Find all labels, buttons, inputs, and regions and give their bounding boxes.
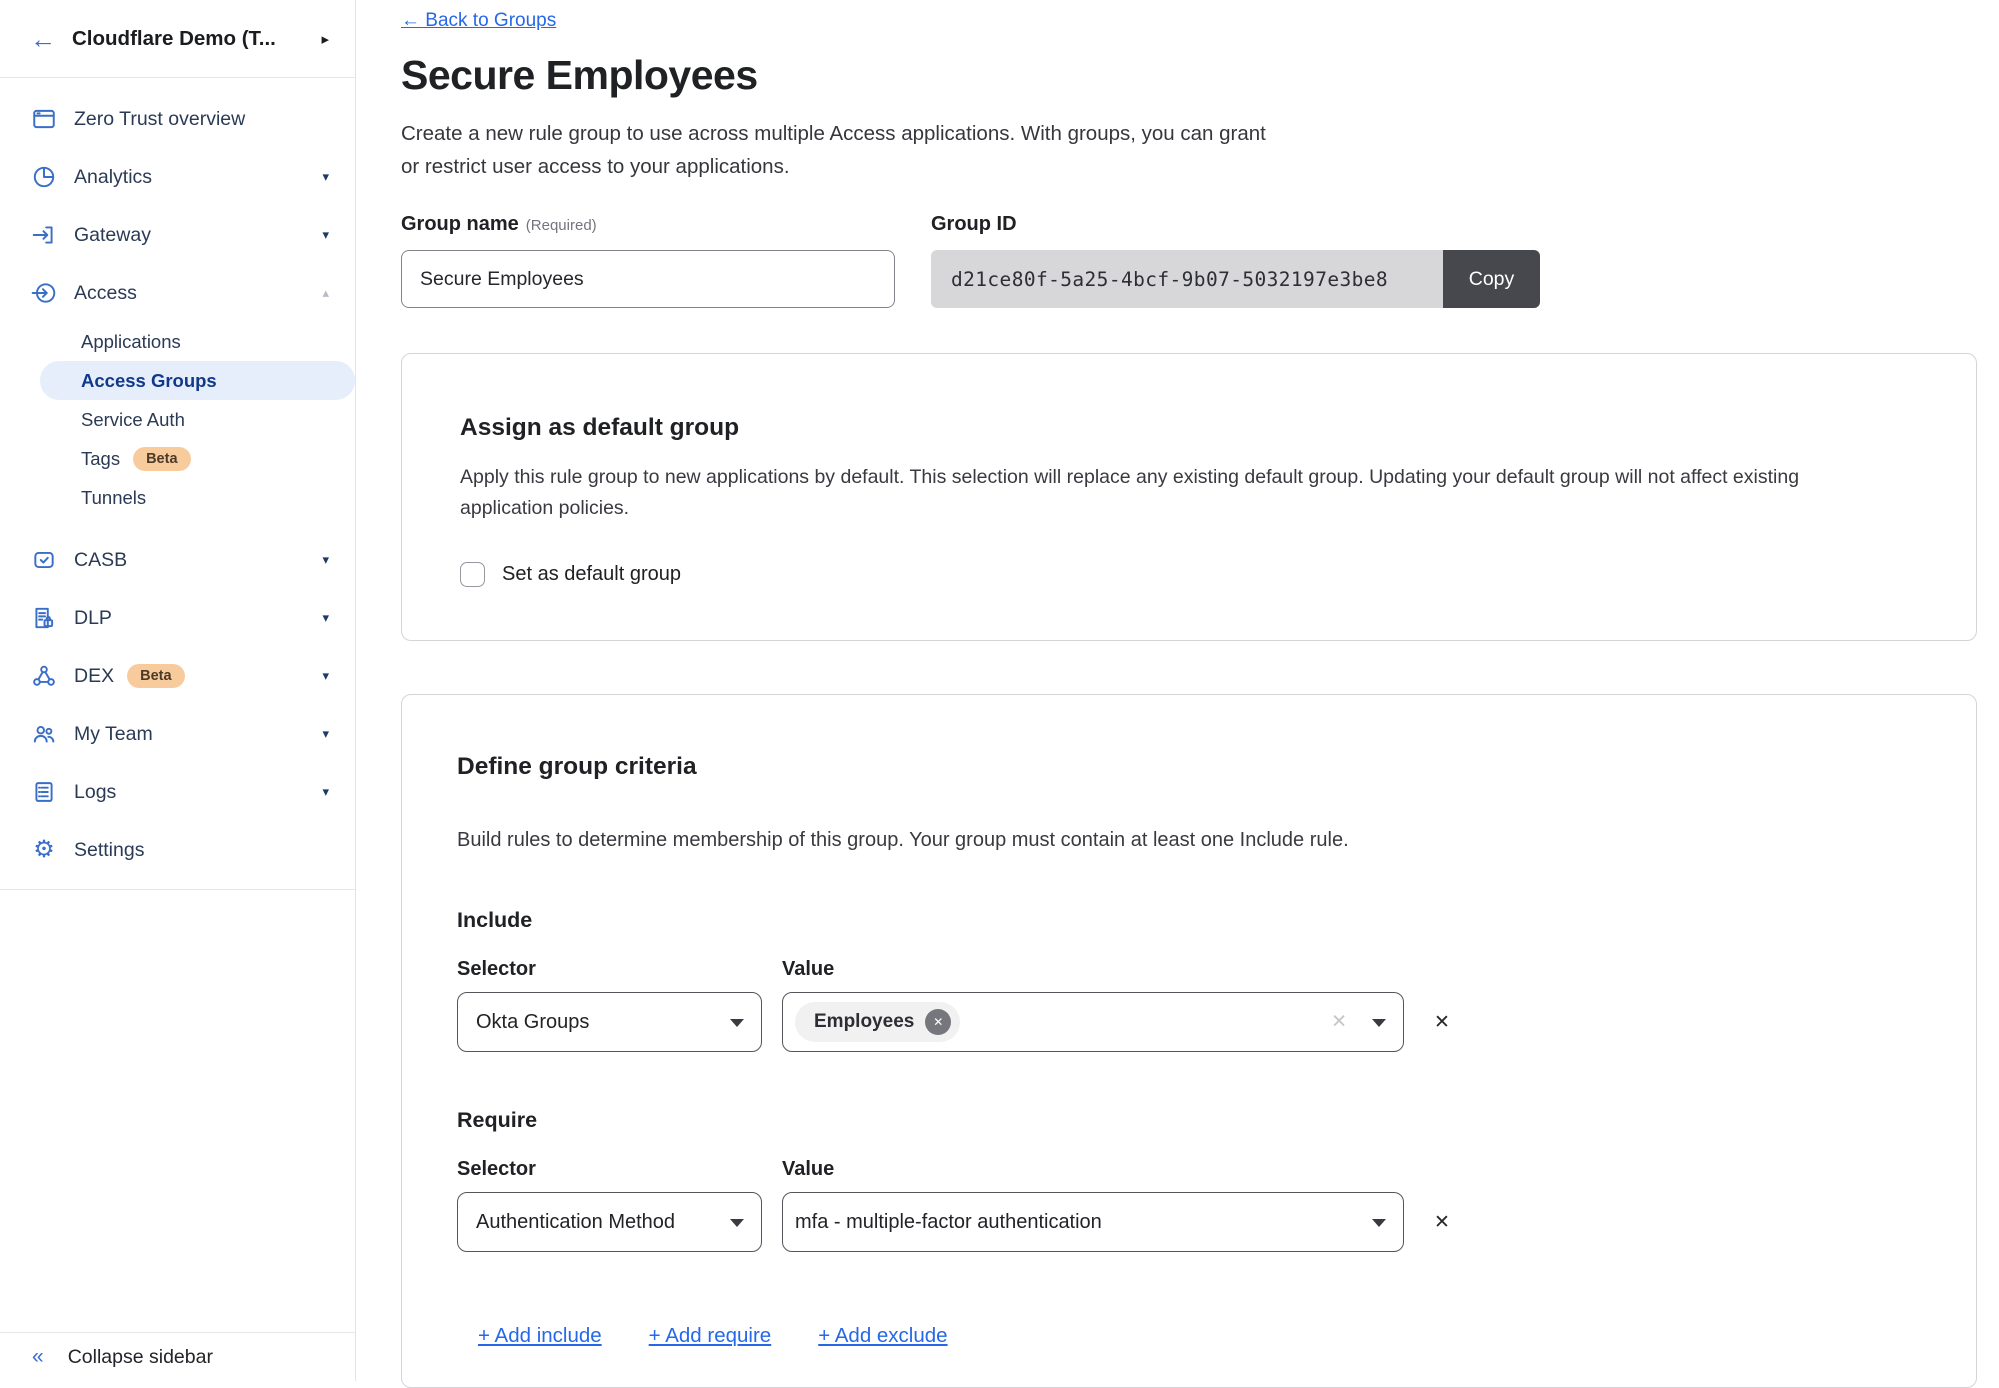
- card-description: Build rules to determine membership of this group. Your group must contain at least one Include rule.: [457, 829, 1349, 852]
- sidebar-item-settings[interactable]: [0, 821, 355, 879]
- chevron-down-icon: ▾: [322, 610, 329, 625]
- account-header: [0, 0, 355, 78]
- casb-icon: [30, 547, 58, 573]
- beta-badge: Beta: [133, 447, 190, 471]
- require-value-dropdown[interactable]: [782, 1192, 1404, 1252]
- network-nodes-icon: [30, 663, 58, 689]
- copy-button[interactable]: Copy: [1443, 250, 1540, 308]
- remove-include-rule-icon[interactable]: ✕: [1434, 1011, 1450, 1033]
- add-rule-links: [457, 1324, 1921, 1348]
- include-rule-row: [457, 992, 1921, 1052]
- require-selector-value: Authentication Method: [476, 1210, 676, 1233]
- chevron-down-icon: [1372, 1219, 1386, 1227]
- define-group-criteria-card: [401, 694, 1977, 1388]
- chevron-down-icon: ▾: [322, 784, 329, 799]
- chevron-down-icon: ▾: [322, 227, 329, 242]
- sidebar-item-tags[interactable]: [0, 439, 355, 478]
- sidebar-item-label: DLP: [74, 606, 112, 629]
- sidebar-nav: [0, 78, 355, 890]
- sidebar-divider: [0, 889, 355, 890]
- list-document-icon: [30, 779, 58, 805]
- back-arrow-icon[interactable]: ←: [30, 23, 56, 54]
- chevron-down-icon: [1372, 1019, 1386, 1027]
- sidebar-item-label: Gateway: [74, 223, 151, 246]
- people-icon: [30, 721, 58, 747]
- value-label: Value: [782, 958, 835, 981]
- access-icon: [30, 280, 58, 306]
- group-name-input[interactable]: [401, 250, 895, 308]
- sidebar-item-access[interactable]: [0, 264, 355, 322]
- group-id-label: Group ID: [931, 213, 1017, 236]
- required-note: (Required): [525, 217, 597, 235]
- chevron-down-icon: ▾: [322, 668, 329, 683]
- sidebar-subitem-label: Tags: [81, 447, 121, 469]
- sidebar-item-label: Logs: [74, 780, 117, 803]
- collapse-label: Collapse sidebar: [67, 1345, 213, 1368]
- sidebar-item-tunnels[interactable]: [0, 478, 355, 517]
- remove-require-rule-icon[interactable]: ✕: [1434, 1211, 1450, 1233]
- collapse-icon: «: [32, 1345, 44, 1368]
- page-description: [401, 117, 1999, 183]
- card-description-line: application policies.: [460, 497, 630, 520]
- value-chip: [795, 1002, 960, 1042]
- card-title: Define group criteria: [457, 753, 697, 781]
- page-description-line: or restrict user access to your applications.: [401, 155, 790, 179]
- group-name-id-row: [401, 213, 1999, 308]
- card-description: [460, 462, 1918, 524]
- group-name-label: Group name (Required): [401, 213, 597, 236]
- require-selector-dropdown[interactable]: [457, 1192, 762, 1252]
- sidebar-item-logs[interactable]: [0, 763, 355, 821]
- sidebar-subitem-label: Tunnels: [81, 486, 147, 508]
- sidebar-item-casb[interactable]: [0, 531, 355, 589]
- add-require-link[interactable]: + Add require: [648, 1324, 772, 1348]
- require-value: mfa - multiple-factor authentication: [795, 1210, 1102, 1233]
- sidebar-item-label: My Team: [74, 722, 153, 745]
- chevron-down-icon: ▾: [322, 169, 329, 184]
- document-lock-icon: [30, 605, 58, 631]
- sidebar-item-label: Access: [74, 281, 137, 304]
- sidebar-subitem-label: Service Auth: [81, 408, 185, 430]
- gear-icon: ⚙: [33, 836, 55, 863]
- add-exclude-link[interactable]: + Add exclude: [818, 1324, 948, 1348]
- sidebar-item-label: Settings: [74, 838, 145, 861]
- pie-chart-icon: [30, 164, 58, 190]
- set-default-group-checkbox[interactable]: [460, 562, 485, 587]
- card-title: Assign as default group: [460, 414, 740, 442]
- sidebar-item-access-groups[interactable]: [40, 361, 355, 400]
- selector-label: Selector: [457, 958, 536, 981]
- account-expand-icon[interactable]: ▸: [321, 30, 329, 48]
- page-description-line: Create a new rule group to use across multiple Access applications. With groups, you can grant: [401, 122, 1266, 145]
- sidebar-item-applications[interactable]: [0, 322, 355, 361]
- sidebar-item-my-team[interactable]: [0, 705, 355, 763]
- chevron-down-icon: ▾: [322, 726, 329, 741]
- assign-default-group-card: [401, 353, 1977, 641]
- add-include-link[interactable]: + Add include: [478, 1324, 602, 1348]
- sidebar-item-zero-trust-overview[interactable]: [0, 90, 355, 148]
- card-description-line: Apply this rule group to new applications by default. This selection will replace any existing default group. Updating your default group will not affect existing: [460, 466, 1800, 489]
- chevron-down-icon: [730, 1219, 744, 1227]
- include-value-multiselect[interactable]: [782, 992, 1404, 1052]
- chip-remove-icon[interactable]: ✕: [925, 1009, 951, 1035]
- chevron-up-icon: ▴: [322, 285, 329, 300]
- sidebar-item-label: DEX: [74, 664, 115, 687]
- back-to-groups-link[interactable]: ← Back to Groups: [401, 10, 557, 31]
- sidebar-subitem-label: Applications: [81, 330, 181, 352]
- window-icon: [30, 106, 58, 132]
- sidebar-item-gateway[interactable]: [0, 206, 355, 264]
- require-heading: Require: [457, 1108, 538, 1133]
- chevron-down-icon: ▾: [322, 552, 329, 567]
- sidebar-item-dex[interactable]: [0, 647, 355, 705]
- gateway-icon: [30, 222, 58, 248]
- clear-icon[interactable]: ✕: [1331, 1011, 1347, 1033]
- sidebar-item-label: CASB: [74, 548, 128, 571]
- set-default-group-label: Set as default group: [502, 563, 682, 585]
- value-label: Value: [782, 1158, 835, 1181]
- chevron-down-icon: [730, 1019, 744, 1027]
- beta-badge: Beta: [127, 664, 184, 688]
- page-title: Secure Employees: [401, 52, 758, 98]
- require-rule-row: [457, 1192, 1921, 1252]
- include-selector-value: Okta Groups: [476, 1010, 590, 1033]
- sidebar-subitem-label: Access Groups: [81, 369, 217, 391]
- selector-label: Selector: [457, 1158, 536, 1181]
- chip-label: Employees: [814, 1011, 915, 1033]
- group-id-value: d21ce80f-5a25-4bcf-9b07-5032197e3be8: [931, 250, 1443, 308]
- include-heading: Include: [457, 908, 533, 933]
- sidebar-item-dlp[interactable]: [0, 589, 355, 647]
- collapse-sidebar-button[interactable]: [0, 1332, 355, 1381]
- sidebar-item-service-auth[interactable]: [0, 400, 355, 439]
- sidebar-item-analytics[interactable]: [0, 148, 355, 206]
- account-title: Cloudflare Demo (T...: [72, 26, 276, 50]
- sidebar-item-label: Analytics: [74, 165, 153, 188]
- main-content: [357, 0, 1999, 1381]
- sidebar: [0, 0, 356, 1381]
- sidebar-item-label: Zero Trust overview: [74, 107, 246, 130]
- include-selector-dropdown[interactable]: [457, 992, 762, 1052]
